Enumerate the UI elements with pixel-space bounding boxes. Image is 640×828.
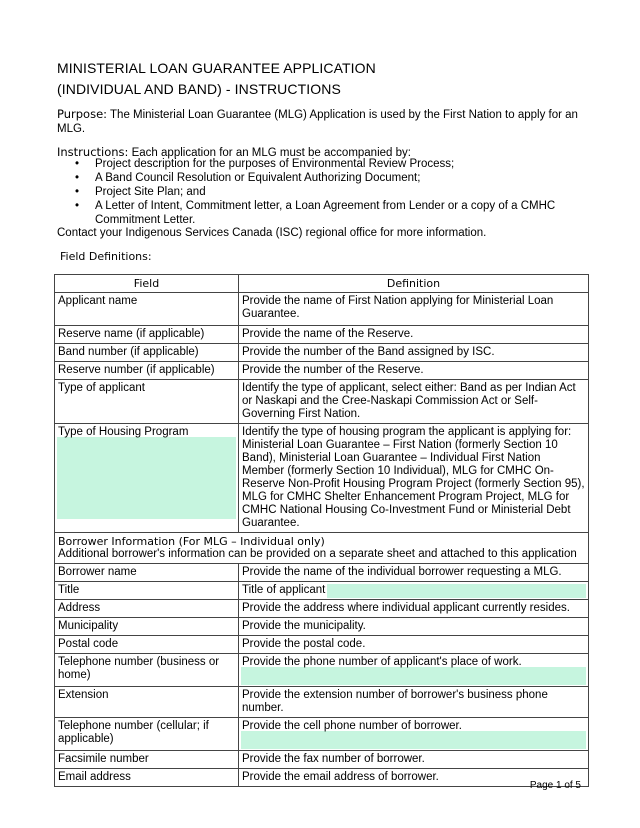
instructions-text: Each application for an MLG must be accompanied by:	[128, 147, 411, 159]
definition-cell: Provide the fax number of borrower.	[239, 751, 589, 769]
purpose-label: Purpose:	[57, 107, 108, 121]
field-definitions-label: Field Definitions:	[60, 250, 152, 263]
table-row	[55, 687, 589, 718]
list-item: • Project description for the purposes of Environmental Review Process;	[75, 158, 455, 170]
page-number: Page 1 of 5	[529, 780, 581, 791]
definition-cell: Identify the type of applicant, select either: Band as per Indian Act or Naskapi and the Cree-Naskapi Commission Act or Self-Governing First Nation.	[239, 380, 589, 424]
field-cell: Facsimile number	[55, 751, 239, 769]
field-cell: Extension	[55, 687, 239, 718]
definition-cell: Provide the extension number of borrower's business phone number.	[239, 687, 589, 718]
purpose-paragraph	[57, 107, 587, 136]
highlight-field	[57, 437, 236, 519]
definition-cell: Provide the email address of borrower.	[239, 769, 589, 787]
table-row	[55, 564, 589, 582]
definition-cell: Provide the municipality.	[239, 618, 589, 636]
field-cell: Email address	[55, 769, 239, 787]
borrower-section-heading: Borrower Information (For MLG – Individual only)	[58, 535, 325, 548]
field-cell: Reserve number (if applicable)	[55, 362, 239, 380]
field-cell: Reserve name (if applicable)	[55, 326, 239, 344]
table-row	[55, 582, 589, 600]
field-cell: Telephone number (cellular; if applicable)	[55, 718, 239, 751]
field-cell: Type of applicant	[55, 380, 239, 424]
definition-cell: Provide the name of the individual borrower requesting a MLG.	[239, 564, 589, 582]
definition-cell: Provide the address where individual applicant currently resides.	[239, 600, 589, 618]
table-row	[55, 600, 589, 618]
definition-cell: Provide the name of the Reserve.	[239, 326, 589, 344]
list-item: • A Band Council Resolution or Equivalent Authorizing Document;	[75, 172, 421, 184]
requirements-list	[57, 157, 557, 227]
field-cell: Municipality	[55, 618, 239, 636]
definition-cell: Identify the type of housing program the applicant is applying for: Ministerial Loan Guarantee – First Nation (formerly Section 10 Band), Ministerial Loan Guarantee – Individual First Nation Member (formerly Section 10 Individual), MLG for CMHC On-Reserve Non-Profit Housing Program Project (formerly Section 95), MLG for CMHC Shelter Enhancement Program Project, MLG for CMHC National Housing Co-Investment Fund or Ministerial Debt Guarantee.	[239, 424, 589, 533]
definition-cell: Provide the postal code.	[239, 636, 589, 654]
definition-cell: Provide the number of the Reserve.	[239, 362, 589, 380]
list-item: • A Letter of Intent, Commitment letter, a Loan Agreement from Lender or a copy of a CMHC Commitment Letter.	[75, 200, 556, 226]
field-cell: Type of Housing Program	[55, 424, 239, 533]
instructions-label: Instructions:	[57, 145, 129, 159]
highlight-field	[241, 731, 586, 749]
field-cell: Address	[55, 600, 239, 618]
field-definitions-table	[54, 274, 589, 787]
definition-cell: Provide the cell phone number of borrower.	[239, 718, 589, 751]
table-row	[55, 362, 589, 380]
definition-cell: Provide the number of the Band assigned by ISC.	[239, 344, 589, 362]
table-row	[55, 380, 589, 424]
table-row	[55, 618, 589, 636]
table-row	[55, 636, 589, 654]
column-header-definition: Definition	[239, 275, 589, 293]
document-title-line1: MINISTERIAL LOAN GUARANTEE APPLICATION	[57, 60, 376, 76]
highlight-field	[241, 667, 586, 685]
field-cell: Borrower name	[55, 564, 239, 582]
definition-cell: Provide the phone number of applicant's place of work.	[239, 654, 589, 687]
purpose-text: The Ministerial Loan Guarantee (MLG) Application is used by the First Nation to apply for an MLG.	[57, 109, 578, 135]
definition-cell: Title of applicant	[239, 582, 589, 600]
contact-text: Contact your Indigenous Services Canada (ISC) regional office for more information.	[57, 227, 487, 239]
table-row	[55, 344, 589, 362]
table-row	[55, 751, 589, 769]
borrower-section-note: Additional borrower's information can be provided on a separate sheet and attached to this application	[58, 548, 577, 560]
table-header-row	[55, 275, 589, 293]
table-row	[55, 424, 589, 533]
field-cell: Band number (if applicable)	[55, 344, 239, 362]
table-row	[55, 654, 589, 687]
field-cell: Applicant name	[55, 293, 239, 326]
table-row	[55, 769, 589, 787]
table-row	[55, 326, 589, 344]
field-cell: Postal code	[55, 636, 239, 654]
highlight-field	[327, 584, 586, 598]
table-row	[55, 718, 589, 751]
borrower-section-row	[55, 533, 589, 564]
field-cell: Telephone number (business or home)	[55, 654, 239, 687]
list-item: • Project Site Plan; and	[75, 186, 206, 198]
column-header-field: Field	[55, 275, 239, 293]
definition-cell: Provide the name of First Nation applying for Ministerial Loan Guarantee.	[239, 293, 589, 326]
table-row	[55, 293, 589, 326]
document-title-line2: (INDIVIDUAL AND BAND) - INSTRUCTIONS	[57, 81, 341, 97]
field-cell: Title	[55, 582, 239, 600]
